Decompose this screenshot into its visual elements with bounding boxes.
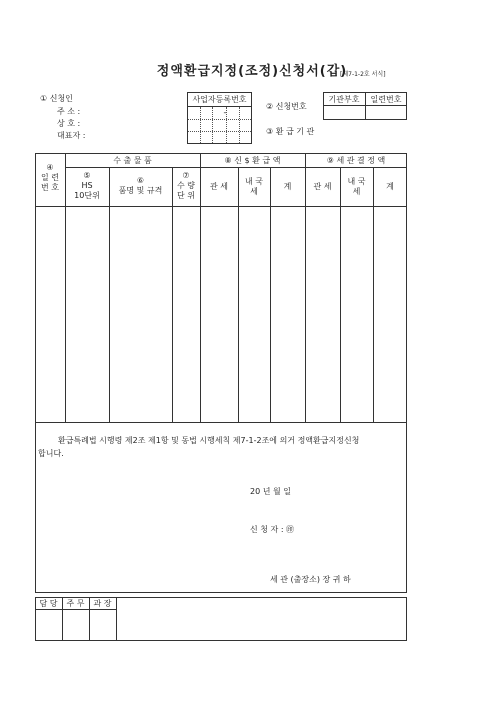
form-code: [제7-1-2호 서식] <box>340 71 386 78</box>
approval-chief: 주 무 <box>66 599 85 608</box>
export-goods-header: 수 출 물 품 <box>113 156 152 165</box>
statement-date: 20 년 월 일 <box>250 487 291 496</box>
applicant-heading: ① 신청인 <box>40 94 73 103</box>
internal-tax-header: 내 국 세 <box>245 177 263 196</box>
approval-staff: 담 당 <box>39 599 58 608</box>
applicant-signature: 신 청 자 : ㊞ <box>250 525 295 534</box>
statement-line-2: 합니다. <box>38 449 64 458</box>
institution-code-label: 기관부호 <box>328 95 360 104</box>
hs-code-header: ⑤ HS 10단위 <box>74 171 100 200</box>
refund-amount-header: ⑧ 신 $ 환 급 액 <box>224 156 281 165</box>
addressee: 세 관 (출장소) 장 귀 하 <box>270 575 351 584</box>
address-label: 주 소 : <box>57 107 81 116</box>
page-title: 정액환급지정(조정)신청서(갑) <box>156 64 348 79</box>
company-label: 상 호 : <box>57 119 81 128</box>
customs-decision-header: ⑨ 세 관 결 정 액 <box>326 156 386 165</box>
representative-label: 대표자 : <box>57 131 86 140</box>
customs-duty-header: 관 세 <box>210 182 228 191</box>
serial-number-label: 일련번호 <box>370 95 402 104</box>
approval-head: 과 장 <box>93 599 112 608</box>
qty-unit-header: ⑦ 수 량 단 위 <box>177 171 195 200</box>
total-header: 계 <box>283 182 292 191</box>
col-serial-header: ④ 일 련 번 호 <box>41 163 59 192</box>
total-header-2: 계 <box>386 182 394 191</box>
request-number-label: ② 신청번호 <box>266 102 307 111</box>
name-spec-header: ⑥ 품명 및 규격 <box>118 176 163 195</box>
goods-table <box>35 153 407 593</box>
internal-tax-header-2: 내 국 세 <box>347 177 366 196</box>
statement-line-1: 환급특례법 시행령 제2조 제1항 및 동법 시행세칙 제7-1-2조에 의거 정액환급지정신청 <box>58 436 360 445</box>
refund-office-label: ③ 환 급 기 관 <box>266 127 315 136</box>
customs-duty-header-2: 관 세 <box>313 182 332 191</box>
biz-reg-dash: - <box>223 108 227 117</box>
biz-reg-label: 사업자등록번호 <box>192 95 247 104</box>
